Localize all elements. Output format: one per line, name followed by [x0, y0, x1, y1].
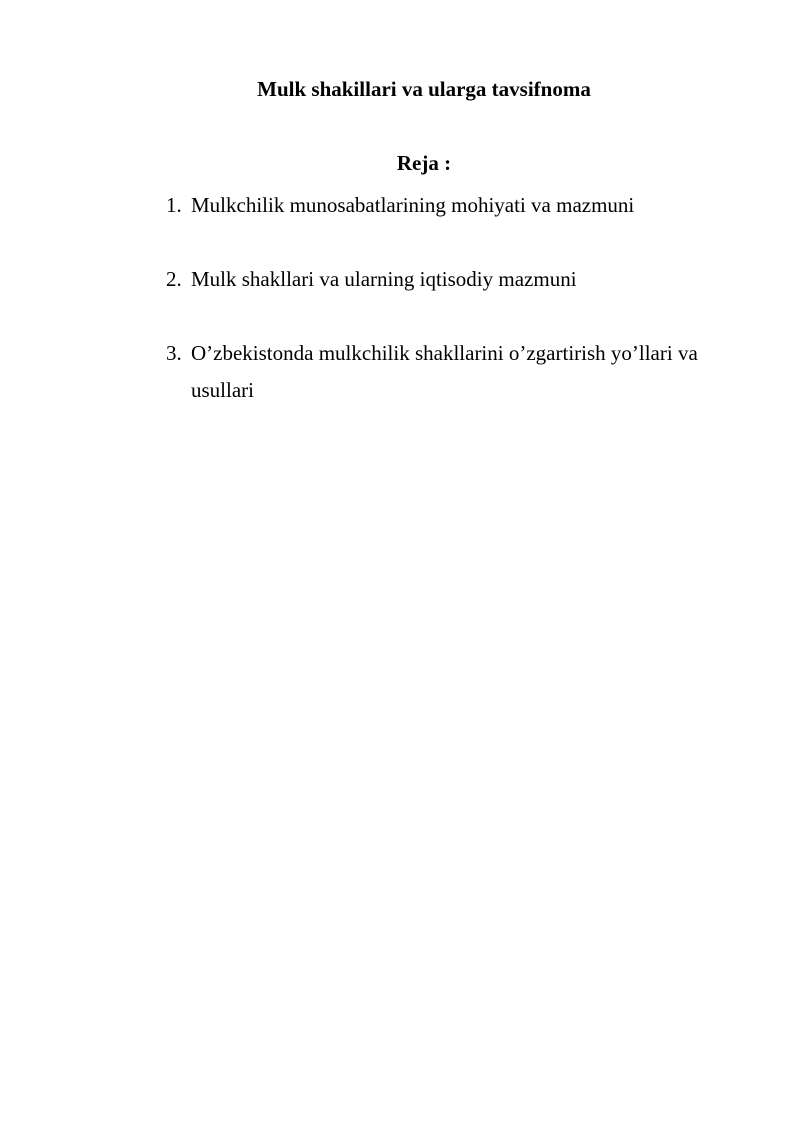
plan-item-2 [166, 261, 726, 298]
plan-item-number: 3. [166, 341, 182, 365]
document-title: Mulk shakillari va ularga tavsifnoma [257, 77, 591, 101]
plan-item-text: Mulk shakllari va ularning iqtisodiy mazmuni [191, 267, 577, 291]
plan-item-text: O’zbekistonda mulkchilik shakllarini o’zgartirish yo’llari va usullari [191, 341, 698, 402]
plan-list [166, 187, 726, 409]
plan-item-text: Mulkchilik munosabatlarining mohiyati va mazmuni [191, 193, 635, 217]
plan-heading: Reja : [396, 151, 452, 175]
plan-item-number: 2. [166, 267, 182, 291]
plan-item-number: 1. [166, 193, 182, 217]
plan-item-1 [166, 187, 726, 224]
plan-item-3 [166, 335, 726, 409]
